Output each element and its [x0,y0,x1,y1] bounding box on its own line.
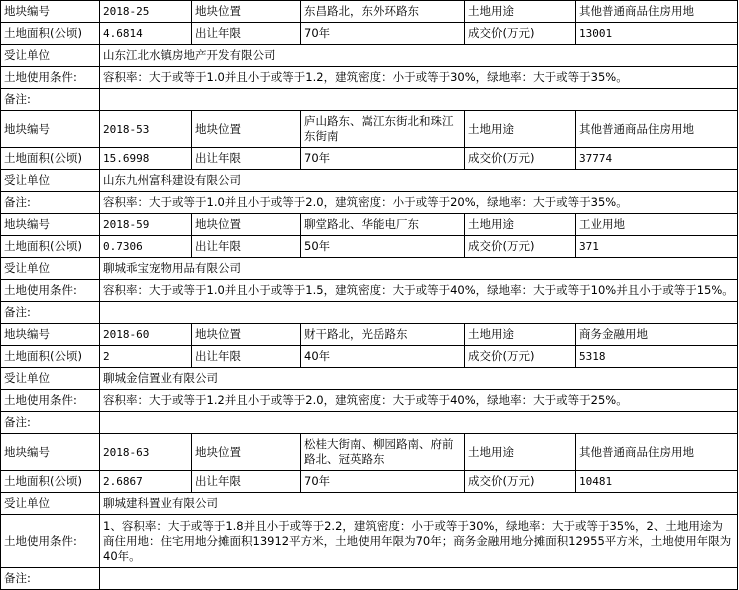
label-parcel-no: 地块编号 [1,214,100,236]
parcel-1-conditions-row [1,67,738,89]
area-value: 2 [100,346,192,368]
label-land-use: 土地用途 [465,434,576,471]
label-transferee: 受让单位 [1,368,100,390]
label-location: 地块位置 [192,324,301,346]
area-value: 4.6814 [100,23,192,45]
parcel-2-remarks-row [1,192,738,214]
label-remarks: 备注: [1,89,100,111]
label-location: 地块位置 [192,434,301,471]
label-parcel-no: 地块编号 [1,324,100,346]
transferee-value: 聊城建科置业有限公司 [100,493,738,515]
land-use-value: 工业用地 [576,214,738,236]
label-remarks: 备注: [1,412,100,434]
parcel-no-value: 2018-60 [100,324,192,346]
parcel-5-header-row [1,434,738,471]
parcel-no-value: 2018-25 [100,1,192,23]
term-value: 70年 [301,23,465,45]
label-term: 出让年限 [192,236,301,258]
price-value: 37774 [576,148,738,170]
parcel-1-header-row [1,1,738,23]
label-area: 土地面积(公顷) [1,148,100,170]
label-transferee: 受让单位 [1,170,100,192]
parcel-4-detail-row [1,346,738,368]
remarks-value [100,89,738,111]
label-conditions: 土地使用条件: [1,67,100,89]
remarks-value [100,302,738,324]
term-value: 50年 [301,236,465,258]
price-value: 10481 [576,471,738,493]
parcel-3-header-row [1,214,738,236]
location-value: 财干路北，光岳路东 [301,324,465,346]
label-parcel-no: 地块编号 [1,1,100,23]
label-area: 土地面积(公顷) [1,471,100,493]
land-use-value: 其他普通商品住房用地 [576,434,738,471]
transferee-value: 山东九州富科建设有限公司 [100,170,738,192]
parcel-1-detail-row [1,23,738,45]
label-price: 成交价(万元) [465,346,576,368]
parcel-3-detail-row [1,236,738,258]
land-use-value: 其他普通商品住房用地 [576,1,738,23]
parcel-3-conditions-row [1,280,738,302]
parcel-5-transferee-row [1,493,738,515]
label-parcel-no: 地块编号 [1,111,100,148]
label-land-use: 土地用途 [465,1,576,23]
parcel-4-id-row [1,324,738,346]
label-conditions: 土地使用条件: [1,280,100,302]
label-parcel-no: 地块编号 [1,434,100,471]
label-location: 地块位置 [192,214,301,236]
label-term: 出让年限 [192,471,301,493]
term-value: 40年 [301,346,465,368]
label-price: 成交价(万元) [465,236,576,258]
label-price: 成交价(万元) [465,148,576,170]
remarks-value [100,568,738,590]
label-price: 成交价(万元) [465,471,576,493]
conditions-value: 容积率：大于或等于1.2并且小于或等于2.0，建筑密度：大于或等于40%，绿地率：大于或等于25%。 [100,390,738,412]
label-area: 土地面积(公顷) [1,23,100,45]
label-land-use: 土地用途 [465,111,576,148]
parcel-2-header-row [1,111,738,148]
label-transferee: 受让单位 [1,45,100,67]
label-term: 出让年限 [192,148,301,170]
label-term: 出让年限 [192,23,301,45]
location-value: 聊堂路北、华能电厂东 [301,214,465,236]
parcel-3-transferee-row [1,258,738,280]
transferee-value: 山东江北水镇房地产开发有限公司 [100,45,738,67]
parcel-4-header-row [1,302,738,324]
parcel-no-value: 2018-63 [100,434,192,471]
label-area: 土地面积(公顷) [1,236,100,258]
term-value: 70年 [301,471,465,493]
parcel-4-remarks-row [1,412,738,434]
label-location: 地块位置 [192,111,301,148]
conditions-value: 容积率：大于或等于1.0并且小于或等于1.2，建筑密度：小于或等于30%，绿地率：大于或等于35%。 [100,67,738,89]
label-conditions: 土地使用条件: [1,515,100,568]
parcel-2-transferee-row [1,170,738,192]
location-value: 庐山路东、嵩江东街北和珠江东街南 [301,111,465,148]
price-value: 5318 [576,346,738,368]
price-value: 371 [576,236,738,258]
label-transferee: 受让单位 [1,258,100,280]
location-value: 东昌路北，东外环路东 [301,1,465,23]
price-value: 13001 [576,23,738,45]
remarks-value [100,412,738,434]
location-value: 松桂大街南、柳园路南、府前路北、冠英路东 [301,434,465,471]
transferee-value: 聊城乖宝宠物用品有限公司 [100,258,738,280]
label-conditions: 土地使用条件: [1,390,100,412]
label-remarks: 备注: [1,302,100,324]
area-value: 0.7306 [100,236,192,258]
label-location: 地块位置 [192,1,301,23]
area-value: 2.6867 [100,471,192,493]
conditions-value: 容积率：大于或等于1.0并且小于或等于1.5，建筑密度：大于或等于40%，绿地率：大于或等于10%并且小于或等于15%。 [100,280,738,302]
land-use-value: 商务金融用地 [576,324,738,346]
label-price: 成交价(万元) [465,23,576,45]
parcel-5-detail-row [1,471,738,493]
parcel-5-conditions-row [1,515,738,568]
transferee-value: 聊城金信置业有限公司 [100,368,738,390]
parcel-2-detail-row [1,148,738,170]
area-value: 15.6998 [100,148,192,170]
parcel-5-remarks-row [1,568,738,590]
parcel-4-conditions-row [1,390,738,412]
label-land-use: 土地用途 [465,324,576,346]
label-remarks: 备注: [1,568,100,590]
label-area: 土地面积(公顷) [1,346,100,368]
label-transferee: 受让单位 [1,493,100,515]
label-land-use: 土地用途 [465,214,576,236]
conditions-value: 1、容积率：大于或等于1.8并且小于或等于2.2，建筑密度：小于或等于30%，绿地率：大于或等于35%，2、土地用途为商住用地：住宅用地分摊面积13912平方米，土地使用年限为70年；商务金融用地分摊面积12955平方米，土地使用年限为40年。 [100,515,738,568]
conditions-value: 容积率：大于或等于1.0并且小于或等于2.0，建筑密度：小于或等于20%，绿地率：大于或等于35%。 [100,192,738,214]
label-term: 出让年限 [192,346,301,368]
parcel-4-transferee-row [1,368,738,390]
label-remarks: 备注: [1,192,100,214]
parcel-1-remarks-row [1,89,738,111]
parcel-1-transferee-row [1,45,738,67]
parcel-no-value: 2018-53 [100,111,192,148]
parcel-no-value: 2018-59 [100,214,192,236]
term-value: 70年 [301,148,465,170]
land-use-value: 其他普通商品住房用地 [576,111,738,148]
